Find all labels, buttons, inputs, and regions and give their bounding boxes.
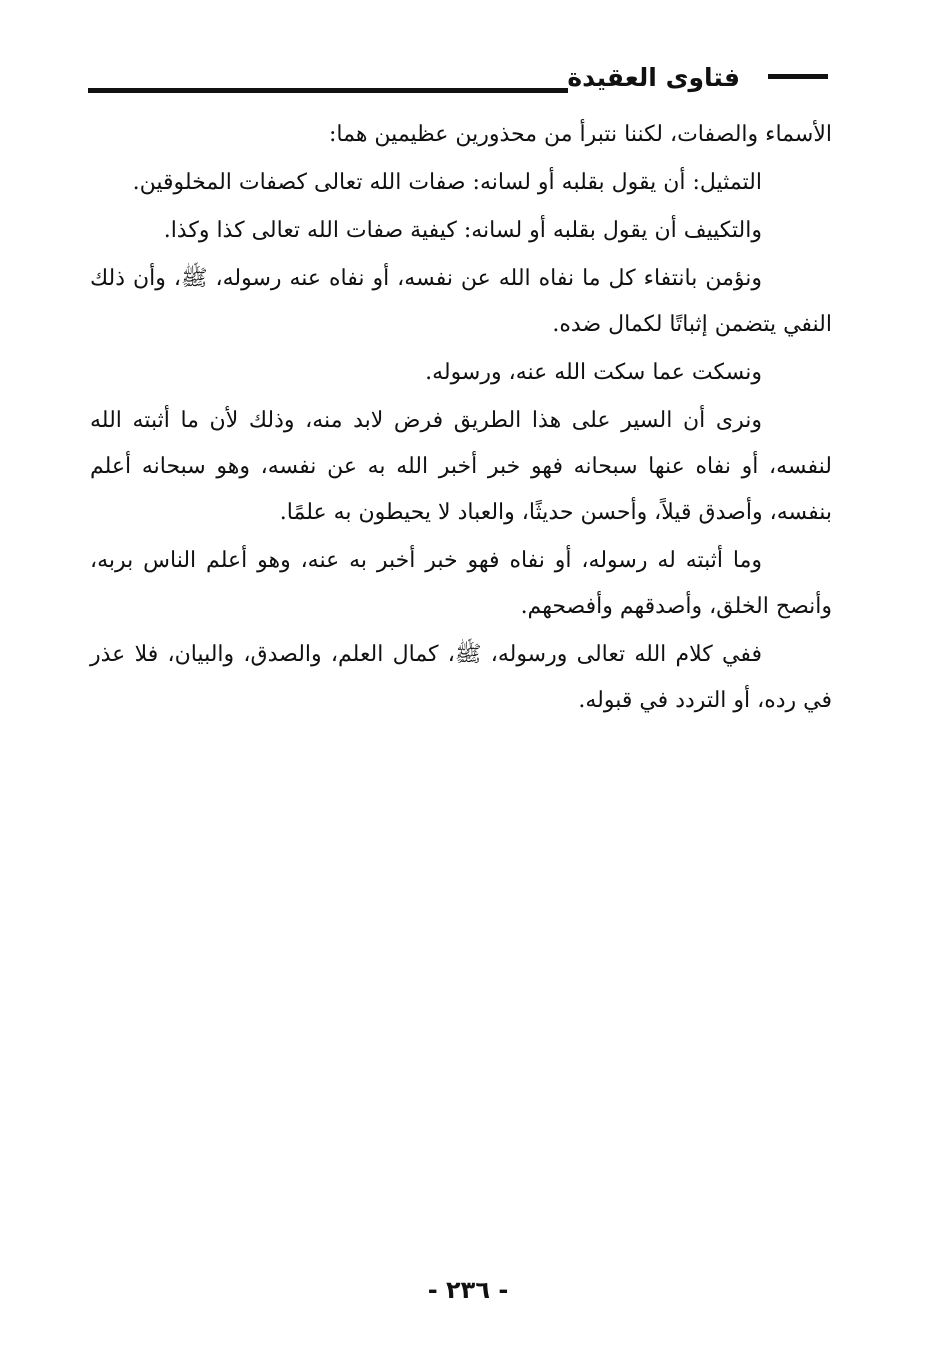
paragraph-negation: ونؤمن بانتفاء كل ما نفاه الله عن نفسه، أو نفاه عنه رسوله، ﷺ، وأن ذلك النفي يتضمن إثباتًا لكمال ضده.	[90, 266, 832, 337]
paragraph-messenger: وما أثبته له رسوله، أو نفاه فهو خبر أخبر به عنه، وهو أعلم الناس بربه، وأنصح الخلق، وأصدقهم وأفصحهم.	[90, 548, 832, 619]
paragraph-intro: الأسماء والصفات، لكننا نتبرأ من محذورين عظيمين هما:	[329, 122, 832, 147]
paragraph-obligation: ونرى أن السير على هذا الطريق فرض لابد منه، وذلك لأن ما أثبته الله لنفسه، أو نفاه عنها سبحانه فهو خبر أخبر الله به عن نفسه، وهو سبحانه أعلم بنفسه، وأصدق قيلاً، وأحسن حديثًا، والعباد لا يحيطون به علمًا.	[90, 408, 832, 525]
paragraph-tamthil: التمثيل: أن يقول بقلبه أو لسانه: صفات الله تعالى كصفات المخلوقين.	[132, 170, 762, 195]
paragraph-silence: ونسكت عما سكت الله عنه، ورسوله.	[425, 360, 762, 385]
header-rule-long	[88, 88, 568, 93]
header-rule-short	[768, 74, 828, 79]
paragraph-takyif: والتكييف أن يقول بقلبه أو لسانه: كيفية صفات الله تعالى كذا وكذا.	[163, 218, 762, 243]
book-title: فتاوى العقيدة	[567, 63, 740, 92]
running-header	[88, 60, 828, 100]
paragraph-conclusion: ففي كلام الله تعالى ورسوله، ﷺ، كمال العلم، والصدق، والبيان، فلا عذر في رده، أو التردد في قبوله.	[90, 642, 832, 713]
body-text	[90, 112, 832, 726]
page-number: - ٢٣٦ -	[427, 1276, 509, 1304]
